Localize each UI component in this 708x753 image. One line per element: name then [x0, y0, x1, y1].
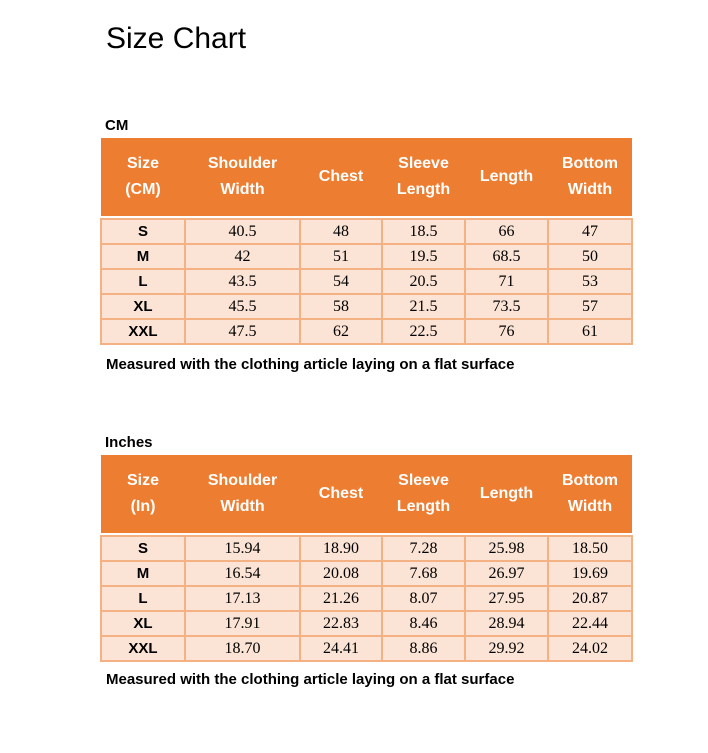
sleeve-length-column-header: Sleeve Length — [382, 138, 465, 216]
table-row — [101, 561, 632, 586]
cm-measurement-note: Measured with the clothing article laying on a flat surface — [106, 356, 515, 373]
table-row — [101, 269, 632, 294]
table-row — [101, 636, 632, 661]
table-row — [101, 294, 632, 319]
length-cell: 25.98 — [465, 536, 548, 561]
sleeve-length-cell: 7.68 — [382, 561, 465, 586]
chest-cell: 24.41 — [300, 636, 382, 661]
shoulder-width-cell: 17.13 — [185, 586, 300, 611]
cm-size-table — [100, 138, 633, 345]
bottom-width-cell: 18.50 — [548, 536, 632, 561]
length-cell: 66 — [465, 219, 548, 244]
length-cell: 26.97 — [465, 561, 548, 586]
shoulder-width-cell: 42 — [185, 244, 300, 269]
length-cell: 28.94 — [465, 611, 548, 636]
sleeve-length-cell: 18.5 — [382, 219, 465, 244]
bottom-width-column-header: Bottom Width — [548, 455, 632, 533]
length-cell: 71 — [465, 269, 548, 294]
chest-cell: 51 — [300, 244, 382, 269]
length-cell: 29.92 — [465, 636, 548, 661]
chest-cell: 22.83 — [300, 611, 382, 636]
table-row — [101, 219, 632, 244]
shoulder-width-cell: 15.94 — [185, 536, 300, 561]
shoulder-width-column-header: Shoulder Width — [185, 138, 300, 216]
chest-cell: 54 — [300, 269, 382, 294]
bottom-width-cell: 50 — [548, 244, 632, 269]
size-cell: S — [101, 219, 185, 244]
chest-cell: 48 — [300, 219, 382, 244]
size-cell: M — [101, 244, 185, 269]
inches-section-label: Inches — [105, 434, 153, 451]
size-cell: L — [101, 269, 185, 294]
page-title: Size Chart — [106, 22, 247, 55]
table-row — [101, 319, 632, 344]
shoulder-width-cell: 16.54 — [185, 561, 300, 586]
length-cell: 27.95 — [465, 586, 548, 611]
chest-cell: 62 — [300, 319, 382, 344]
sleeve-length-cell: 8.46 — [382, 611, 465, 636]
bottom-width-cell: 22.44 — [548, 611, 632, 636]
table-row — [101, 611, 632, 636]
table-row — [101, 536, 632, 561]
sleeve-length-cell: 19.5 — [382, 244, 465, 269]
bottom-width-cell: 61 — [548, 319, 632, 344]
bottom-width-cell: 57 — [548, 294, 632, 319]
chest-column-header: Chest — [300, 455, 382, 533]
chest-cell: 18.90 — [300, 536, 382, 561]
bottom-width-cell: 47 — [548, 219, 632, 244]
bottom-width-column-header: Bottom Width — [548, 138, 632, 216]
shoulder-width-cell: 17.91 — [185, 611, 300, 636]
length-cell: 76 — [465, 319, 548, 344]
shoulder-width-cell: 40.5 — [185, 219, 300, 244]
chest-cell: 20.08 — [300, 561, 382, 586]
table-row — [101, 244, 632, 269]
length-cell: 68.5 — [465, 244, 548, 269]
chest-cell: 58 — [300, 294, 382, 319]
length-column-header: Length — [465, 455, 548, 533]
size-cell: L — [101, 586, 185, 611]
shoulder-width-cell: 18.70 — [185, 636, 300, 661]
sleeve-length-cell: 21.5 — [382, 294, 465, 319]
length-cell: 73.5 — [465, 294, 548, 319]
size-cell: M — [101, 561, 185, 586]
sleeve-length-cell: 8.86 — [382, 636, 465, 661]
sleeve-length-cell: 7.28 — [382, 536, 465, 561]
bottom-width-cell: 19.69 — [548, 561, 632, 586]
sleeve-length-cell: 22.5 — [382, 319, 465, 344]
shoulder-width-cell: 45.5 — [185, 294, 300, 319]
bottom-width-cell: 24.02 — [548, 636, 632, 661]
chest-column-header: Chest — [300, 138, 382, 216]
shoulder-width-cell: 47.5 — [185, 319, 300, 344]
chest-cell: 21.26 — [300, 586, 382, 611]
inches-size-table — [100, 455, 633, 662]
cm-section-label: CM — [105, 117, 129, 134]
sleeve-length-column-header: Sleeve Length — [382, 455, 465, 533]
sleeve-length-cell: 20.5 — [382, 269, 465, 294]
sleeve-length-cell: 8.07 — [382, 586, 465, 611]
size-cell: S — [101, 536, 185, 561]
shoulder-width-column-header: Shoulder Width — [185, 455, 300, 533]
size-cell: XL — [101, 294, 185, 319]
inches-measurement-note: Measured with the clothing article laying on a flat surface — [106, 671, 515, 688]
length-column-header: Length — [465, 138, 548, 216]
size-cell: XXL — [101, 636, 185, 661]
size-column-header: Size (CM) — [101, 138, 185, 216]
size-cell: XL — [101, 611, 185, 636]
table-row — [101, 586, 632, 611]
bottom-width-cell: 20.87 — [548, 586, 632, 611]
size-column-header: Size (In) — [101, 455, 185, 533]
bottom-width-cell: 53 — [548, 269, 632, 294]
shoulder-width-cell: 43.5 — [185, 269, 300, 294]
size-cell: XXL — [101, 319, 185, 344]
